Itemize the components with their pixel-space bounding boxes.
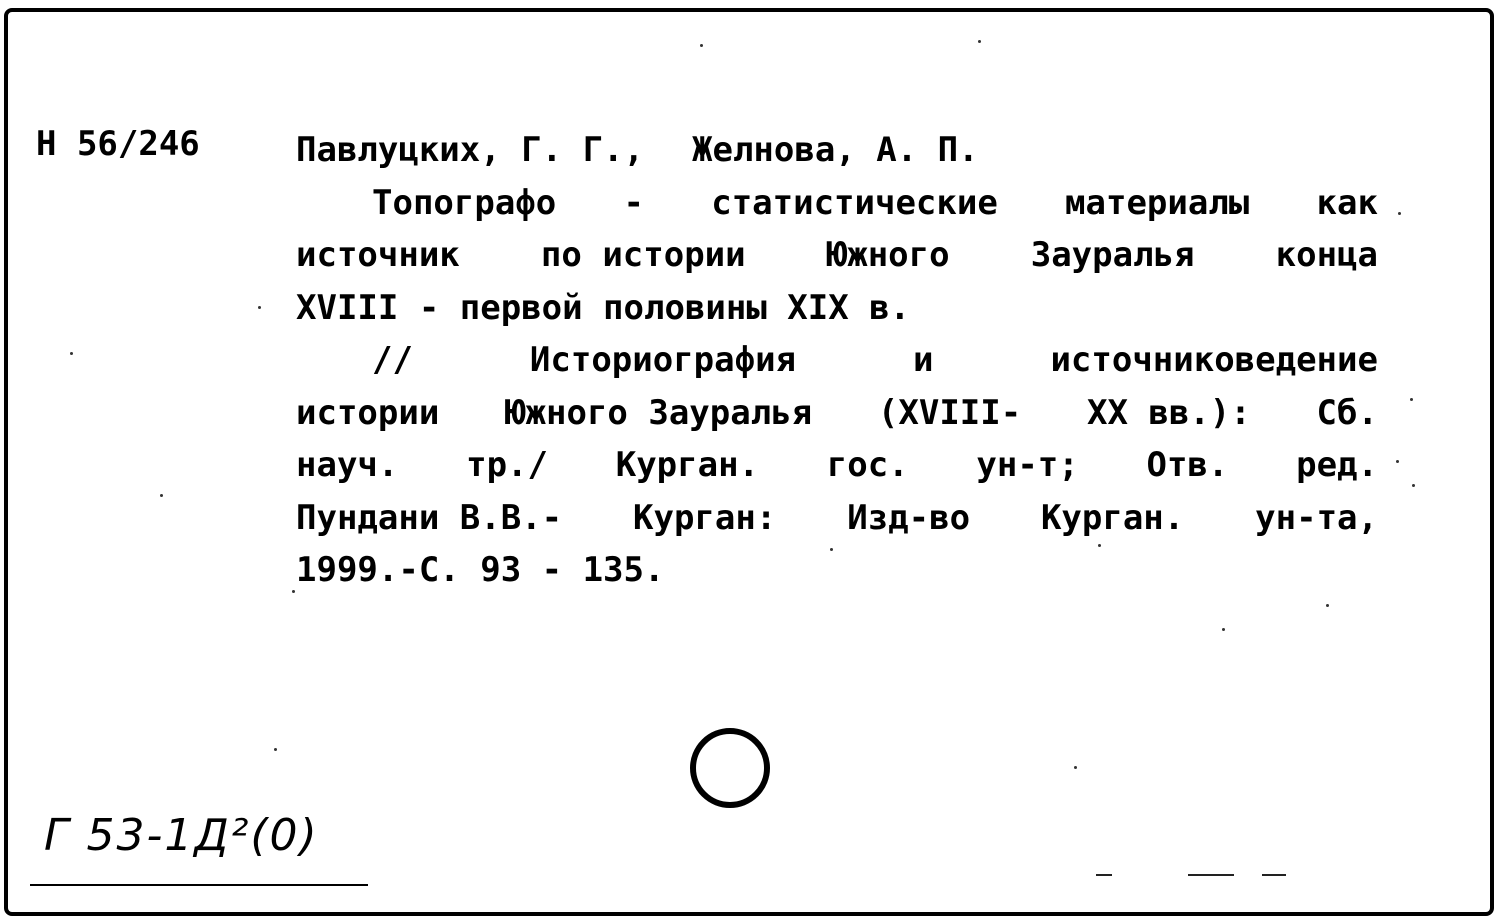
entry-word: Курган. bbox=[1040, 497, 1185, 538]
entry-word: истории bbox=[296, 392, 440, 433]
entry-word: Павлуцких, Г. Г., bbox=[296, 130, 644, 170]
entry-line bbox=[296, 544, 1378, 597]
scan-speck bbox=[292, 590, 295, 593]
scan-speck bbox=[978, 40, 981, 43]
entry-word: Пундани В.В.- bbox=[296, 497, 563, 538]
entry-line bbox=[296, 387, 1378, 440]
entry-word: - bbox=[623, 182, 644, 223]
entry-word: конца bbox=[1275, 235, 1378, 275]
entry-word: ун-т; bbox=[976, 445, 1079, 485]
bibliographic-entry bbox=[296, 124, 1378, 597]
entry-line bbox=[296, 439, 1378, 492]
entry-word: 1999.-С. 93 - 135. bbox=[296, 550, 665, 590]
entry-word: источниковедение bbox=[1050, 340, 1378, 380]
entry-word: Сб. bbox=[1316, 392, 1378, 433]
scan-speck bbox=[700, 44, 703, 47]
entry-line bbox=[296, 124, 1378, 177]
scan-speck bbox=[830, 548, 833, 551]
dashed-mark bbox=[1262, 874, 1286, 876]
scan-speck bbox=[160, 494, 163, 497]
entry-word: науч. bbox=[296, 445, 399, 485]
entry-word: Отв. bbox=[1146, 445, 1229, 485]
entry-word: Курган: bbox=[633, 497, 777, 538]
scan-speck bbox=[1398, 212, 1401, 215]
punch-hole bbox=[690, 728, 770, 808]
scan-speck bbox=[1098, 544, 1101, 547]
entry-word: по истории bbox=[540, 235, 746, 275]
entry-word: XVIII - первой половины XIX в. bbox=[296, 287, 911, 328]
entry-word: Южного bbox=[826, 235, 950, 275]
scan-speck bbox=[1396, 460, 1399, 463]
entry-word: Изд-во bbox=[847, 497, 971, 538]
entry-word: Южного Зауралья bbox=[505, 392, 813, 433]
scan-speck bbox=[1326, 604, 1329, 607]
entry-word: Зауралья bbox=[1030, 235, 1195, 275]
bottom-rule bbox=[30, 884, 368, 886]
scan-speck bbox=[1074, 766, 1077, 769]
shelfmark: Н 56/246 bbox=[36, 124, 200, 164]
dashed-mark bbox=[1188, 874, 1234, 876]
entry-line bbox=[296, 492, 1378, 545]
entry-word: ун-та, bbox=[1255, 497, 1378, 538]
scan-speck bbox=[1410, 398, 1413, 401]
entry-word: XX вв.): bbox=[1086, 392, 1251, 433]
entry-word: (XVIII- bbox=[877, 392, 1022, 433]
entry-word: Курган. bbox=[615, 445, 760, 485]
entry-word: Желнова, А. П. bbox=[692, 130, 979, 170]
entry-word: ред. bbox=[1296, 445, 1378, 485]
entry-line bbox=[296, 177, 1378, 230]
entry-word: статистические bbox=[711, 182, 998, 223]
entry-word: Историография bbox=[529, 340, 797, 380]
entry-line bbox=[296, 282, 1378, 335]
scan-speck bbox=[1222, 628, 1225, 631]
entry-word: Топографо bbox=[372, 182, 557, 223]
entry-word: материалы bbox=[1065, 182, 1250, 223]
entry-word: как bbox=[1316, 182, 1378, 223]
dashed-mark bbox=[1096, 874, 1112, 876]
scan-speck bbox=[1412, 484, 1415, 487]
handwritten-code: Г 53-1Д²(0) bbox=[44, 810, 319, 861]
entry-word: тр./ bbox=[466, 445, 548, 485]
entry-line bbox=[296, 334, 1378, 387]
entry-word: // bbox=[372, 340, 413, 380]
entry-word: и bbox=[913, 340, 934, 380]
entry-line bbox=[296, 229, 1378, 282]
entry-word: источник bbox=[296, 235, 460, 275]
entry-word: гос. bbox=[826, 445, 909, 485]
scan-speck bbox=[274, 748, 277, 751]
scan-speck bbox=[258, 306, 261, 309]
scan-speck bbox=[70, 352, 73, 355]
